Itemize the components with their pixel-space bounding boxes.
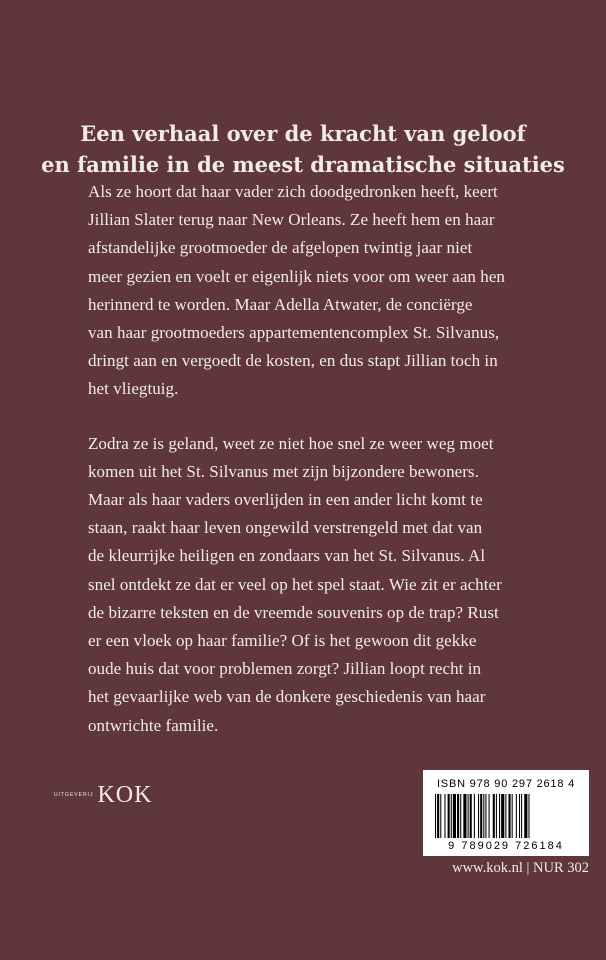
paragraph-line: de kleurrijke heiligen en zondaars van het St. Silvanus. Al (88, 546, 486, 566)
paragraph-line: oude huis dat voor problemen zorgt? Jillian loopt recht in (88, 659, 482, 679)
paragraph-line: Als ze hoort dat haar vader zich doodgedronken heeft, keert (88, 182, 498, 201)
blurb-text (88, 178, 528, 740)
paragraph-line: komen uit het St. Silvanus met zijn bijzondere bewoners. (88, 461, 479, 481)
barcode-digits: 9 789029 726184 (448, 840, 564, 852)
paragraph-line: meer gezien en voelt er eigenlijk niets voor om weer aan hen (88, 266, 505, 286)
paragraph-line: herinnerd te worden. Maar Adella Atwater, de conciërge (88, 294, 473, 314)
paragraph-line: Maar als haar vaders overlijden in een ander licht komt te (88, 490, 483, 510)
paragraph-line: ontwrichte familie. (88, 715, 219, 735)
paragraph-line: er een vloek op haar familie? Of is het gewoon dit gekke (88, 631, 477, 651)
tagline-line-2: en familie in de meest dramatische situaties (41, 152, 565, 177)
paragraph-line: afstandelijke grootmoeder de afgelopen twintig jaar niet (88, 238, 473, 258)
paragraph-line: het gevaarlijke web van de donkere geschiedenis van haar (88, 687, 486, 707)
publisher-name: KOK (97, 781, 153, 808)
paragraph-line: Jillian Slater terug naar New Orleans. Ze heeft hem en haar (88, 210, 495, 230)
tagline (0, 118, 606, 180)
isbn-label: ISBN 978 90 297 2618 4 (436, 778, 576, 790)
paragraph-line: staan, raakt haar leven ongewild verstrengeld met dat van (88, 518, 483, 538)
barcode-icon (433, 794, 579, 838)
paragraph-line: de bizarre teksten en de vreemde souvenirs op de trap? Rust (88, 602, 499, 622)
paragraph-line: snel ontdekt ze dat er veel op het spel staat. Wie zit er achter (88, 574, 502, 594)
publisher-url-nur: www.kok.nl | NUR 302 (452, 860, 589, 876)
publisher-logo (54, 780, 152, 810)
publisher-prefix: UITGEVERIJ (54, 792, 94, 798)
paragraph-line: dringt aan en vergoedt de kosten, en dus stapt Jillian toch in (88, 351, 498, 371)
paragraph-line: van haar grootmoeders appartementencomplex St. Silvanus, (88, 323, 500, 343)
isbn-barcode (423, 770, 589, 856)
paragraph (88, 178, 528, 404)
paragraph-line: het vliegtuig. (88, 379, 179, 399)
paragraph-gap (88, 404, 528, 430)
tagline-line-1: Een verhaal over de kracht van geloof (80, 121, 526, 146)
paragraph (88, 430, 528, 740)
paragraph-line: Zodra ze is geland, weet ze niet hoe snel ze weer weg moet (88, 433, 494, 453)
